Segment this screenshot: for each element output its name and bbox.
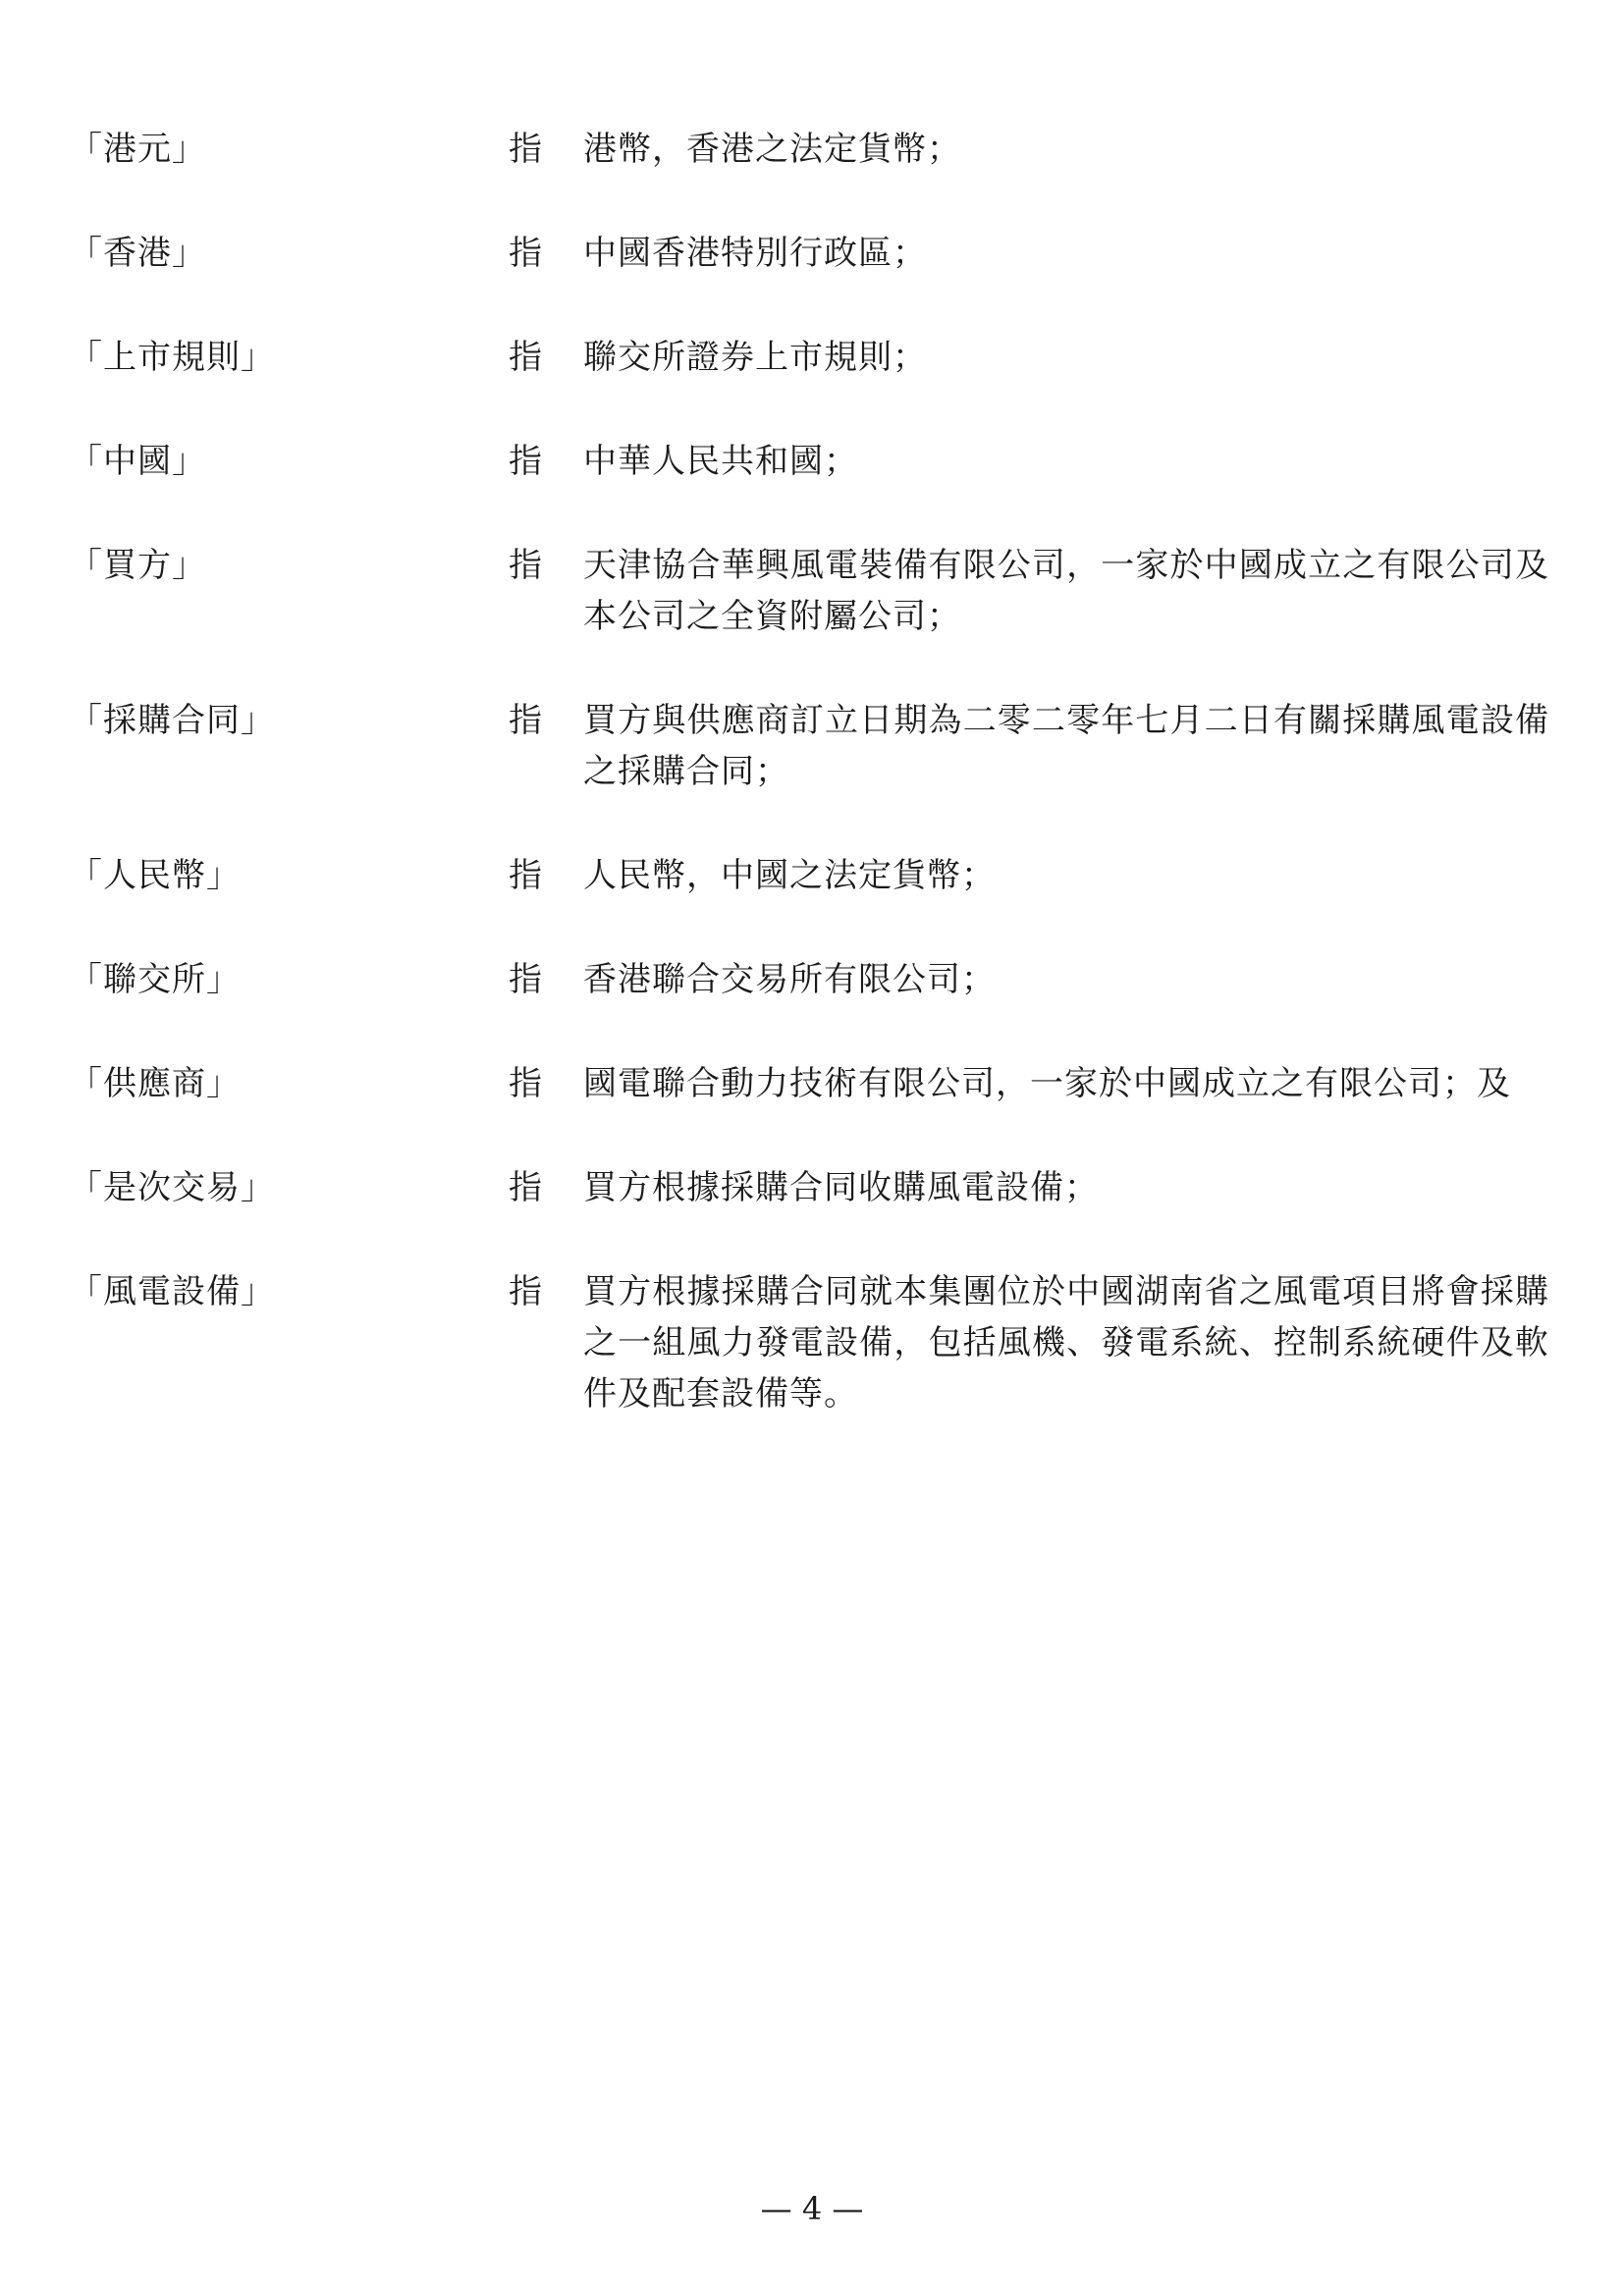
definition-row — [69, 954, 1561, 1005]
definition-text: 買方根據採購合同就本集團位於中國湖南省之風電項目將會採購之一組風力發電設備，包括風機、發電系統、控制系統硬件及軟件及配套設備等。 — [583, 1272, 1549, 1414]
definition-row — [69, 850, 1561, 901]
defined-term: 「採購合同」 — [69, 701, 275, 740]
defined-term: 「供應商」 — [69, 1064, 241, 1103]
defined-term: 「風電設備」 — [69, 1272, 275, 1311]
means-word: 指 — [509, 1168, 542, 1207]
defined-term: 「人民幣」 — [69, 856, 241, 895]
definition-row — [69, 332, 1561, 383]
definition-text: 國電聯合動力技術有限公司，一家於中國成立之有限公司；及 — [583, 1064, 1511, 1103]
defined-term: 「上市規則」 — [69, 338, 275, 377]
means-word: 指 — [509, 442, 542, 481]
means-word: 指 — [509, 130, 542, 169]
defined-term: 「中國」 — [69, 442, 206, 481]
definitions-list — [69, 124, 1561, 1472]
means-word: 指 — [509, 1272, 542, 1311]
means-word: 指 — [509, 338, 542, 377]
definition-row — [69, 124, 1561, 175]
definition-text: 人民幣，中國之法定貨幣； — [583, 856, 996, 895]
defined-term: 「香港」 — [69, 234, 206, 273]
definition-row — [69, 1266, 1561, 1419]
definition-text: 中國香港特別行政區； — [583, 234, 927, 273]
defined-term: 「買方」 — [69, 546, 206, 585]
definition-row — [69, 540, 1561, 642]
means-word: 指 — [509, 546, 542, 585]
definition-row — [69, 695, 1561, 797]
definition-text: 買方根據採購合同收購風電設備； — [583, 1168, 1099, 1207]
defined-term: 「港元」 — [69, 130, 206, 169]
page-number: — 4 — — [760, 2190, 864, 2227]
defined-term: 「聯交所」 — [69, 960, 241, 999]
means-word: 指 — [509, 1064, 542, 1103]
definition-row — [69, 1162, 1561, 1213]
means-word: 指 — [509, 856, 542, 895]
definition-text: 買方與供應商訂立日期為二零二零年七月二日有關採購風電設備之採購合同； — [583, 701, 1549, 791]
means-word: 指 — [509, 234, 542, 273]
defined-term: 「是次交易」 — [69, 1168, 275, 1207]
definition-text: 聯交所證券上市規則； — [583, 338, 927, 377]
definition-text: 天津協合華興風電裝備有限公司，一家於中國成立之有限公司及本公司之全資附屬公司； — [583, 546, 1549, 636]
definition-row — [69, 1058, 1561, 1109]
definition-text: 香港聯合交易所有限公司； — [583, 960, 996, 999]
definition-row — [69, 436, 1561, 487]
definition-row — [69, 228, 1561, 279]
definition-text: 中華人民共和國； — [583, 442, 858, 481]
means-word: 指 — [509, 960, 542, 999]
definition-text: 港幣，香港之法定貨幣； — [583, 130, 961, 169]
means-word: 指 — [509, 701, 542, 740]
